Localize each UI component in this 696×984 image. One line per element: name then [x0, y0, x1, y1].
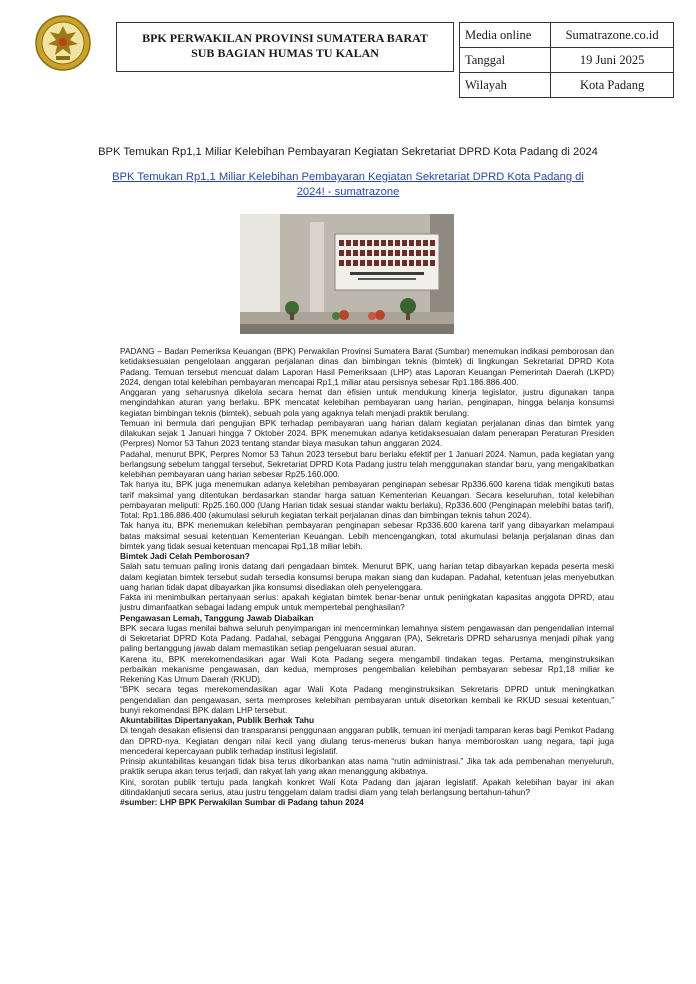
paragraph: Temuan ini bermula dari pengujian BPK terhadap pembayaran uang harian dalam kegiatan perjalanan dinas dan bimtek yang dilakukan sejak 1 Januari hingga 7 Oktober 2024. BPK menemukan adanya ketidaksesuaian dalam penerapan Peraturan Presiden (Perpres) Nomor 53 Tahun 2023 tentang standar biaya masukan tahun anggaran 2024. [120, 417, 614, 449]
paragraph: PADANG – Badan Pemeriksa Keuangan (BPK) Perwakilan Provinsi Sumatera Barat (Sumbar) menemukan indikasi pemborosan dan ketidaksesuaian pengelolaan anggaran perjalanan dinas dan bimbingan teknis (bimtek) di lingkungan Sekretariat DPRD Kota Padang. Temuan tersebut mencuat dalam Laporan Hasil Pemeriksaan (LHP) atas Laporan Keuangan Pemerintah Daerah (LKPD) 2024, dengan total kelebihan pembayaran mencapai Rp1,1 miliar atau persisnya sebesar Rp1.186.886.400. [120, 346, 614, 387]
article-source-link[interactable]: BPK Temukan Rp1,1 Miliar Kelebihan Pembayaran Kegiatan Sekretariat DPRD Kota Padang di 2024! - sumatrazone [112, 171, 584, 198]
paragraph: Anggaran yang seharusnya dikelola secara hemat dan efisien untuk mendukung kinerja legislator, justru digunakan tanpa mengindahkan aturan yang berlaku. BPK mencatat kelebihan pembayaran uang harian, penginapan, hingga belanja konsumsi kegiatan bimbingan teknis (bimtek), sebuah pola yang agaknya telah menjadi praktik berulang. [120, 387, 614, 418]
paragraph: Tak hanya itu, BPK juga menemukan adanya kelebihan pembayaran penginapan sebesar Rp336.600 karena tidak mengikuti batas tarif maksimal yang ditentukan berdasarkan standar harga satuan Kementerian Keuangan. Secara keseluruhan, total kelebihan pembayaran meliputi: Rp25.160.000 (Uang Harian tidak sesuai standar waktu berlaku), Rp336.600 (Penginapan melebihi batas tarif), Total: Rp1.186.886.400 (akumulasi seluruh kegiatan terkait perjalanan dinas dan bimbingan teknis tahun 2024). [120, 479, 614, 520]
article-photo [240, 214, 454, 334]
section-heading: Bimtek Jadi Celah Pemborosan? [120, 551, 250, 561]
org-subdivision: SUB BAGIAN HUMAS TU KALAN [191, 46, 379, 60]
paragraph: Prinsip akuntabilitas keuangan tidak bisa terus dikorbankan atas nama “rutin administrasi.” Jika tak ada pembenahan menyeluruh, praktik serupa akan terus terjadi, dan rakyat lah yang akan menanggung akibatnya. [120, 756, 614, 777]
bpk-logo [34, 14, 92, 72]
dprd-wall-photo [240, 214, 454, 334]
article-body [120, 346, 614, 807]
source-line: #sumber: LHP BPK Perwakilan Sumbar di Padang tahun 2024 [120, 797, 364, 807]
meta-label: Wilayah [460, 73, 551, 98]
meta-row-region [460, 73, 674, 98]
meta-row-date [460, 48, 674, 73]
paragraph: Salah satu temuan paling ironis datang dari pengadaan bimtek. Menurut BPK, uang harian tetap dibayarkan kepada peserta meski dalam kegiatan bimtek tersebut sudah tersedia konsumsi berupa makan siang dan kudapan. Padahal, ketentuan jelas menyebutkan uang harian tidak dapat dibayarkan jika konsumsi disediakan oleh penyelenggara. [120, 561, 614, 592]
meta-value: Sumatrazone.co.id [551, 23, 674, 48]
paragraph: Di tengah desakan efisiensi dan transparansi penggunaan anggaran publik, temuan ini menjadi tamparan keras bagi Pemkot Padang dan DPRD-nya. Kegiatan dengan nilai kecil yang diulang terus-menerus bukan hanya memboroskan uang negara, tapi juga mencederai kepercayaan publik terhadap institusi legislatif. [120, 725, 614, 756]
section-heading: Akuntabilitas Dipertanyakan, Publik Berhak Tahu [120, 715, 315, 725]
paragraph: Padahal, menurut BPK, Perpres Nomor 53 Tahun 2023 tersebut baru berlaku efektif per 1 Januari 2024. Namun, pada kegiatan yang berlangsung sebelum tanggal tersebut, Sekretariat DPRD Kota Padang justru telah menggunakan standar baru, yang mengakibatkan kelebihan pembayaran uang harian sebesar Rp25.160.000. [120, 448, 614, 479]
paragraph: Karena itu, BPK merekomendasikan agar Wali Kota Padang segera mengambil tindakan tegas. Pertama, menginstruksikan perbaikan mekanisme pengawasan, dan kedua, memproses pengembalian kelebihan pembayaran sebesar Rp1,18 miliar ke Rekening Kas Umum Daerah (RKUD). [120, 653, 614, 684]
article-headline: BPK Temukan Rp1,1 Miliar Kelebihan Pembayaran Kegiatan Sekretariat DPRD Kota Padang di 2024 [98, 146, 598, 158]
paragraph: Tak hanya itu, BPK menemukan kelebihan pembayaran penginapan sebesar Rp336.600 karena tarif yang dibayarkan melampaui batas maksimal sesuai ketentuan Kementerian Keuangan. Lebih mencengangkan, total akumulasi belanja perjalanan dinas dan bimtek yang tidak sesuai ketentuan mencapai Rp1,18 miliar lebih. [120, 520, 614, 551]
meta-row-media [460, 23, 674, 48]
paragraph: Fakta ini menimbulkan pertanyaan serius: apakah kegiatan bimtek benar-benar untuk peningkatan kapasitas anggota DPRD, atau justru dimanfaatkan sebagai ladang empuk untuk mempertebal penghasilan? [120, 592, 614, 613]
meta-label: Media online [460, 23, 551, 48]
paragraph: Kini, sorotan publik tertuju pada langkah konkret Wali Kota Padang dan jajaran legislatif. Apakah kelebihan bayar ini akan ditindaklanjuti secara serius, atau justru tenggelam dalam tradisi diam yang telah berlangsung bertahun-tahun? [120, 776, 614, 797]
meta-label: Tanggal [460, 48, 551, 73]
meta-value: Kota Padang [551, 73, 674, 98]
organization-box [116, 22, 454, 72]
media-info-table [459, 22, 674, 98]
paragraph: “BPK secara tegas merekomendasikan agar Wali Kota Padang menginstruksikan Sekretaris DPRD untuk meningkatkan pengendalian dan pengawasan, serta memproses kelebihan pembayaran untuk disetorkan kembali ke RKUD sesuai ketentuan,” bunyi rekomendasi BPK dalam LHP tersebut. [120, 684, 614, 715]
garuda-emblem-icon [34, 14, 92, 72]
meta-value: 19 Juni 2025 [551, 48, 674, 73]
org-name: BPK PERWAKILAN PROVINSI SUMATERA BARAT [142, 31, 428, 45]
paragraph: BPK secara lugas menilai bahwa seluruh penyimpangan ini mencerminkan lemahnya sistem pengawasan dan pengendalian internal di Sekretariat DPRD Kota Padang. Padahal, sebagai Pengguna Anggaran (PA), Sekretaris DPRD seharusnya menjadi pihak yang paling bertanggung jawab dalam memastikan setiap pengeluaran sesuai aturan. [120, 622, 614, 654]
section-heading: Pengawasan Lemah, Tanggung Jawab Diabaikan [120, 612, 314, 623]
